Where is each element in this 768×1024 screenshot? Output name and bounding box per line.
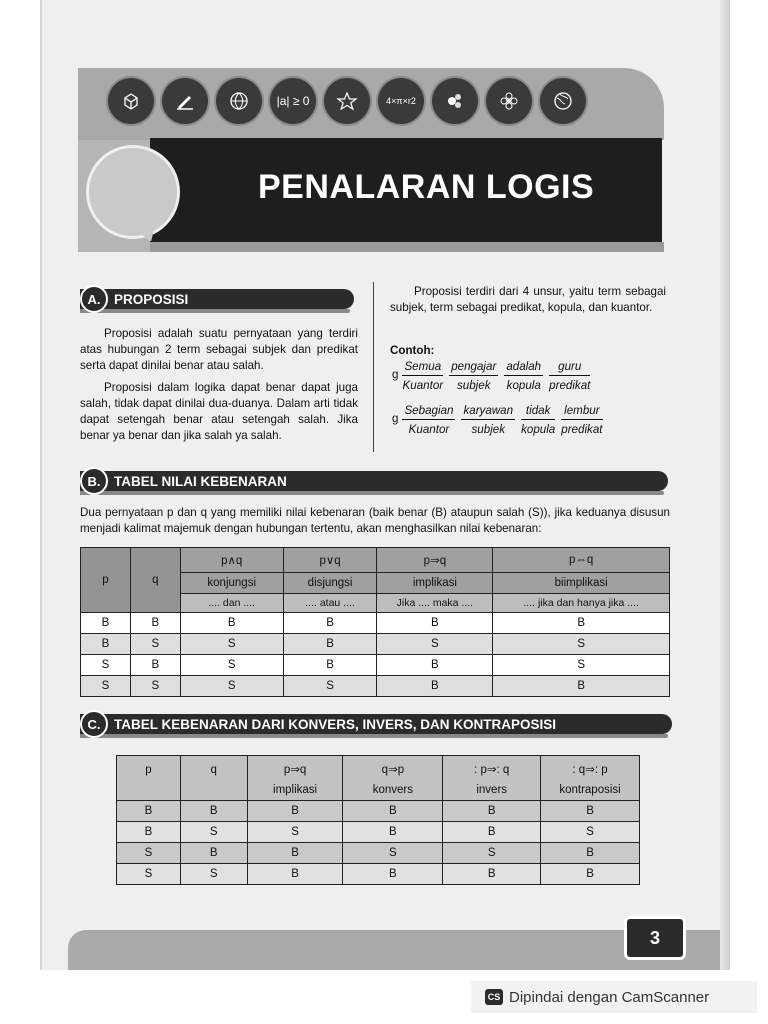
example-term: Semua Kuantor (402, 360, 444, 392)
truth-table (80, 547, 670, 697)
example-term: karyawan subjek (463, 404, 514, 436)
table-cell: S (541, 822, 640, 843)
example-prefix: g (392, 368, 399, 381)
speech-bubble (86, 145, 180, 239)
paragraph: Proposisi adalah suatu pernyataan yang terdiri atas hubungan 2 term sebagai subjek dan predikat serta dapat dinilai benar atau salah. (80, 327, 358, 372)
header-cell: p⇒q implikasi (247, 756, 343, 801)
example-term: tidak kopula (521, 404, 556, 436)
table-cell: B (117, 801, 181, 822)
scanner-text: Dipindai dengan CamScanner (509, 988, 710, 1006)
example-term: pengajar subjek (451, 360, 497, 392)
example-term: lembur predikat (561, 404, 603, 436)
example-term: guru predikat (549, 360, 591, 392)
table-cell: B (343, 864, 443, 885)
table-row (81, 676, 670, 697)
example-label: Contoh: (390, 344, 435, 357)
header-op-reading: .... atau .... (283, 594, 377, 613)
header-p: p (81, 548, 131, 613)
table-cell: B (180, 843, 247, 864)
table-cell: B (443, 801, 541, 822)
table-cell: B (247, 801, 343, 822)
table-cell: S (180, 634, 283, 655)
section-a-letter: A. (80, 285, 108, 313)
header-op: p∧q (180, 548, 283, 573)
table-cell: B (443, 822, 541, 843)
section-c-header (80, 714, 672, 734)
table-row (81, 655, 670, 676)
example-term: adalah kopula (506, 360, 542, 392)
hexagon-icon (486, 78, 532, 124)
page-title: PENALARAN LOGIS (258, 168, 595, 206)
pencil-ruler-icon (162, 78, 208, 124)
table-cell: B (81, 613, 131, 634)
table-row (117, 864, 640, 885)
section-c-letter: C. (80, 710, 108, 738)
table-row (117, 822, 640, 843)
cube-icon (108, 78, 154, 124)
section-a-title: PROPOSISI (114, 291, 189, 307)
title-strip (150, 242, 664, 252)
table-cell: S (130, 634, 180, 655)
section-a-right-text (390, 284, 666, 316)
table-cell: S (180, 676, 283, 697)
table-cell: B (493, 676, 670, 697)
paragraph: Proposisi dalam logika dapat benar dapat juga salah, tidak dapat dinilai dua-duanya. Dalam arti tidak dapat setengah benar atau setengah salah. Jika benar ya benar dan jika salah ya salah. (80, 381, 358, 442)
table-cell: S (117, 843, 181, 864)
table-cell: S (493, 655, 670, 676)
table-cell: B (377, 676, 493, 697)
table-cell: B (377, 613, 493, 634)
scanner-watermark (471, 981, 757, 1013)
title-bar (150, 138, 662, 242)
table-cell: B (180, 801, 247, 822)
table-cell: B (377, 655, 493, 676)
globe-icon (216, 78, 262, 124)
table-cell: S (343, 843, 443, 864)
table-row (117, 801, 640, 822)
example-prefix: g (392, 412, 399, 425)
abs-value-icon: |a| ≥ 0 (270, 78, 316, 124)
header-op: p⇒q (377, 548, 493, 573)
section-b-letter: B. (80, 467, 108, 495)
table-cell: B (117, 822, 181, 843)
star-geometry-icon (324, 78, 370, 124)
section-b-header (80, 471, 668, 491)
sphere-formula-icon: 4×π×r2 (378, 78, 424, 124)
table-cell: B (541, 843, 640, 864)
page-number: 3 (624, 916, 686, 960)
section-a-left-text (80, 326, 358, 444)
table-cell: B (130, 613, 180, 634)
table-row (81, 634, 670, 655)
header-cell: q⇒p konvers (343, 756, 443, 801)
table-cell: B (130, 655, 180, 676)
table-row (117, 843, 640, 864)
section-b-intro: Dua pernyataan p dan q yang memiliki nilai kebenaran (baik benar (B) ataupun salah (S)), jika keduanya disusun menjadi kalimat majemuk dengan hubungan tertentu, akan menghasilkan nilai kebenaran: (80, 506, 670, 535)
table-cell: B (247, 864, 343, 885)
header-cell: q (180, 756, 247, 801)
section-a-header (80, 289, 354, 309)
table-row (81, 613, 670, 634)
camscanner-logo-icon: CS (485, 989, 503, 1005)
table-cell: S (81, 655, 131, 676)
example-row (392, 360, 596, 392)
table-cell: B (343, 822, 443, 843)
globe-icon (540, 78, 586, 124)
header-q: q (130, 548, 180, 613)
table-cell: B (541, 864, 640, 885)
table-cell: B (443, 864, 541, 885)
header-op-name: biimplikasi (493, 573, 670, 594)
table-cell: B (283, 634, 377, 655)
header-cell: : q⇒: p kontraposisi (541, 756, 640, 801)
table-cell: S (180, 822, 247, 843)
table-cell: B (247, 843, 343, 864)
table-cell: S (81, 676, 131, 697)
table-cell: S (493, 634, 670, 655)
table-cell: S (180, 864, 247, 885)
table-cell: S (117, 864, 181, 885)
header-op-name: implikasi (377, 573, 493, 594)
column-divider (373, 282, 374, 452)
table-cell: B (283, 655, 377, 676)
header-op-reading: Jika .... maka .... (377, 594, 493, 613)
header-cell: p (117, 756, 181, 801)
table-cell: B (493, 613, 670, 634)
header-op-name: konjungsi (180, 573, 283, 594)
header-op-name: disjungsi (283, 573, 377, 594)
table-cell: B (81, 634, 131, 655)
header-op-reading: .... dan .... (180, 594, 283, 613)
table-cell: B (541, 801, 640, 822)
page-edge (40, 0, 42, 970)
header-op: p∨q (283, 548, 377, 573)
section-b-title: TABEL NILAI KEBENARAN (114, 473, 287, 489)
table-cell: B (283, 613, 377, 634)
footer-band (68, 930, 720, 970)
table-cell: B (180, 613, 283, 634)
abc-icon (432, 78, 478, 124)
section-c-title: TABEL KEBENARAN DARI KONVERS, INVERS, DAN KONTRAPOSISI (114, 716, 557, 732)
header-op-reading: .... jika dan hanya jika .... (493, 594, 670, 613)
example-row (392, 404, 609, 436)
table-cell: S (283, 676, 377, 697)
table-cell: B (343, 801, 443, 822)
example-term: Sebagian Kuantor (404, 404, 454, 436)
paragraph: Proposisi terdiri dari 4 unsur, yaitu term sebagai subjek, term sebagai predikat, kopula, dan kuantor. (390, 285, 666, 314)
table-cell: S (247, 822, 343, 843)
table-cell: S (180, 655, 283, 676)
table-cell: S (130, 676, 180, 697)
page-shadow (720, 0, 730, 970)
converse-truth-table (116, 755, 640, 885)
header-cell: : p⇒: q invers (443, 756, 541, 801)
table-cell: S (377, 634, 493, 655)
table-cell: S (443, 843, 541, 864)
header-op: p⇔q (493, 548, 670, 573)
header-icons (108, 78, 586, 124)
